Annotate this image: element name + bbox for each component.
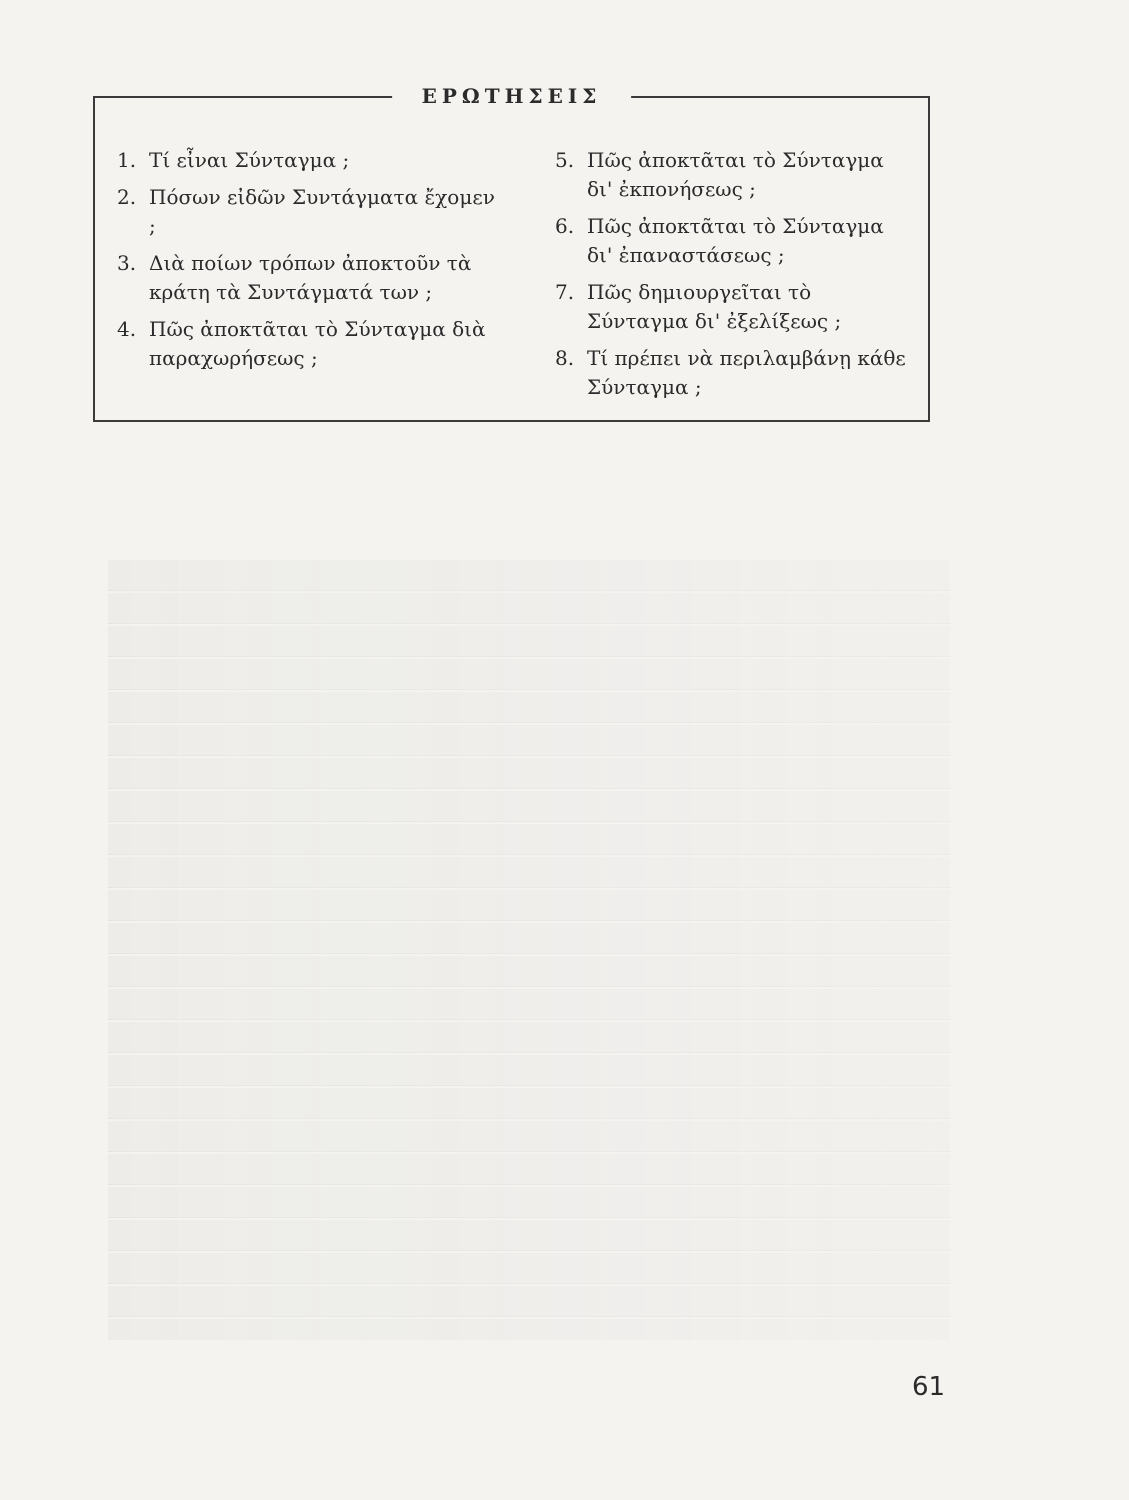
questions-right-column bbox=[555, 146, 915, 410]
faded-line bbox=[108, 956, 950, 987]
question-item bbox=[117, 315, 497, 373]
question-item bbox=[555, 278, 915, 336]
faded-line bbox=[108, 1319, 950, 1340]
question-item bbox=[117, 249, 497, 307]
faded-line bbox=[108, 1022, 950, 1053]
question-item bbox=[117, 183, 497, 241]
faded-line bbox=[108, 692, 950, 723]
faded-line bbox=[108, 1055, 950, 1086]
faded-line bbox=[108, 1253, 950, 1284]
question-item bbox=[555, 344, 915, 402]
question-text: Πῶς ἀποκτᾶται τὸ Σύνταγμα δι' ἐκπονήσεως ; bbox=[587, 148, 884, 201]
bleed-through-text bbox=[108, 560, 950, 1340]
question-number: 5. bbox=[555, 148, 575, 172]
question-number: 8. bbox=[555, 346, 575, 370]
question-number: 4. bbox=[117, 317, 137, 341]
question-text: Πῶς ἀποκτᾶται τὸ Σύνταγμα διὰ παραχωρήσεως ; bbox=[149, 317, 486, 370]
question-item bbox=[555, 146, 915, 204]
question-number: 7. bbox=[555, 280, 575, 304]
questions-box bbox=[93, 84, 930, 422]
page-number: 61 bbox=[912, 1372, 946, 1402]
faded-line bbox=[108, 1154, 950, 1185]
faded-line bbox=[108, 725, 950, 756]
faded-line bbox=[108, 1187, 950, 1218]
question-text: Διὰ ποίων τρόπων ἀποκτοῦν τὰ κράτη τὰ Συντάγματά των ; bbox=[149, 251, 472, 304]
faded-line bbox=[108, 1220, 950, 1251]
question-number: 6. bbox=[555, 214, 575, 238]
faded-line bbox=[108, 1286, 950, 1317]
faded-line bbox=[108, 1088, 950, 1119]
faded-line bbox=[108, 824, 950, 855]
faded-line bbox=[108, 1121, 950, 1152]
question-number: 1. bbox=[117, 148, 137, 172]
faded-line bbox=[108, 626, 950, 657]
questions-left-column bbox=[117, 146, 497, 381]
faded-line bbox=[108, 989, 950, 1020]
faded-line bbox=[108, 659, 950, 690]
faded-line bbox=[108, 923, 950, 954]
question-text: Τί πρέπει νὰ περιλαμβάνῃ κάθε Σύνταγμα ; bbox=[587, 346, 906, 399]
faded-line bbox=[108, 890, 950, 921]
faded-line bbox=[108, 791, 950, 822]
question-item bbox=[555, 212, 915, 270]
questions-title: ΕΡΩΤΗΣΕΙΣ bbox=[392, 84, 632, 108]
faded-line bbox=[108, 560, 950, 591]
faded-line bbox=[108, 857, 950, 888]
question-text: Πόσων εἰδῶν Συντάγματα ἔχομεν ; bbox=[149, 185, 495, 238]
faded-line bbox=[108, 593, 950, 624]
faded-line bbox=[108, 758, 950, 789]
question-item bbox=[117, 146, 497, 175]
question-number: 3. bbox=[117, 251, 137, 275]
question-number: 2. bbox=[117, 185, 137, 209]
question-text: Πῶς δημιουργεῖται τὸ Σύνταγμα δι' ἐξελίξεως ; bbox=[587, 280, 842, 333]
question-text: Τί εἶναι Σύνταγμα ; bbox=[149, 148, 350, 172]
question-text: Πῶς ἀποκτᾶται τὸ Σύνταγμα δι' ἐπαναστάσεως ; bbox=[587, 214, 884, 267]
